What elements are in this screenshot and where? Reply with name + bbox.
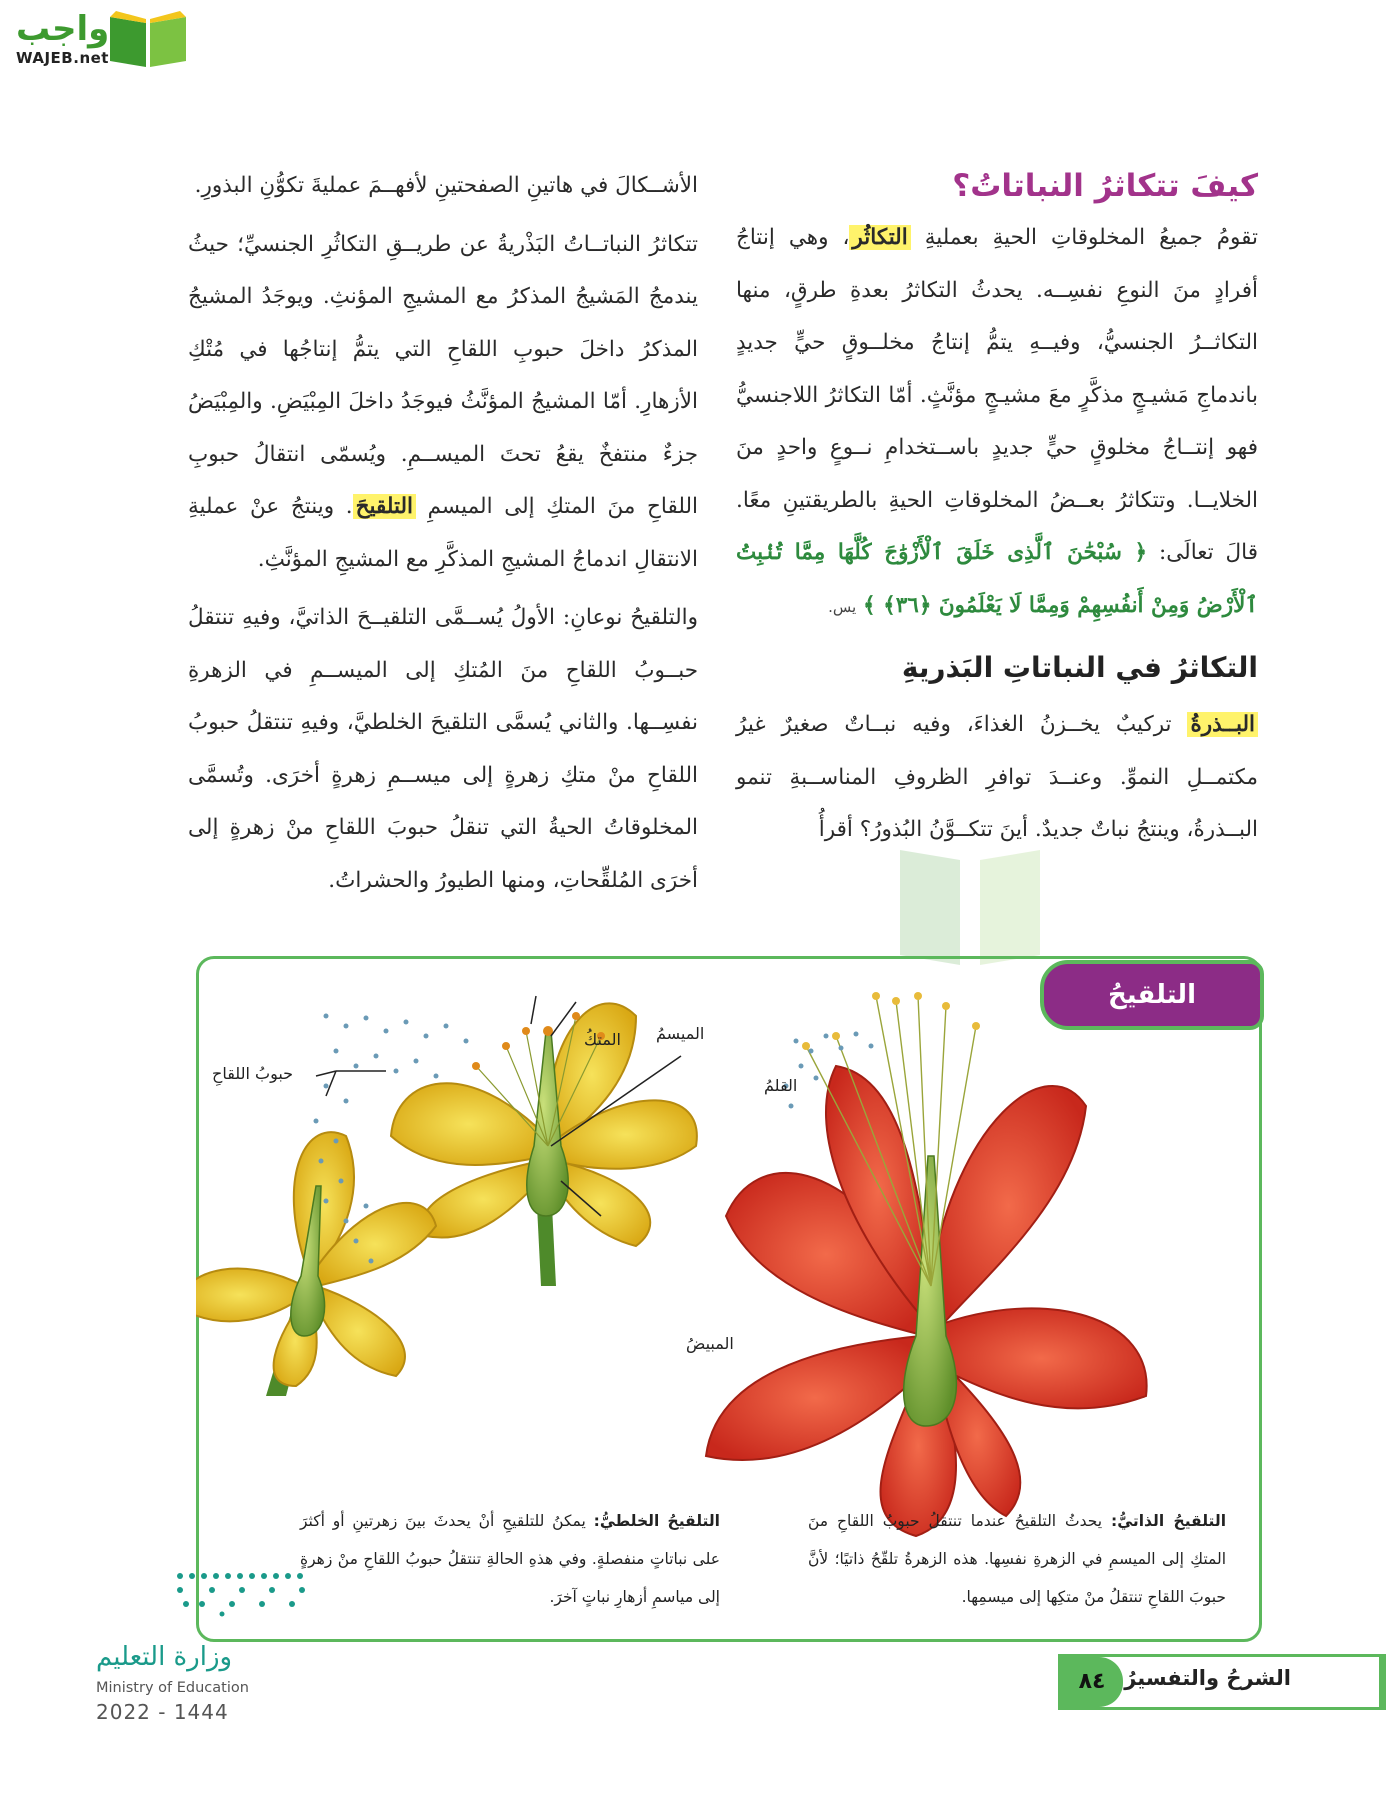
label-style: القلمُ (764, 1076, 798, 1095)
right-column (736, 160, 1258, 857)
logo-text: واجب (16, 9, 110, 49)
yellow-flower-middle (391, 1003, 697, 1286)
logo-subtext: WAJEB.net (16, 49, 109, 67)
section-label: الشرحُ والتفسيرُ (1124, 1666, 1291, 1690)
page-footer-bar (1058, 1654, 1386, 1710)
label-pollen: حبوبُ اللقاحِ (212, 1064, 294, 1083)
subsection-heading: التكاثرُ في النباتاتِ البَذريةِ (901, 651, 1258, 684)
left-paragraph-3: والتلقيحُ نوعانِ: الأولُ يُســمَّى التلقيــحَ الذاتيَّ، وفيهِ تنتقلُ حبــوبُ اللقاحِ منَ المُتكِ إلى الميســمِ في الزهرةِ نفسِــها. والثاني يُسمَّى التلقيحَ الخلطيَّ، وفيهِ تنتقلُ حبوبُ اللقاحِ منْ متكِ زهرةٍ إلى ميســمِ زهرةٍ أخرَى. وتُسمَّى المخلوقاتُ الحيةُ التي تنقلُ حبوبَ اللقاحِ منْ زهرةٍ إلى أخرَى المُلقِّحاتِ، ومنها الطيورُ والحشراتُ. (188, 605, 698, 893)
label-ovary: المبيضُ (686, 1334, 734, 1353)
left-paragraph-1: الأشــكالَ في هاتينِ الصفحتينِ لأفهــمَ عمليةَ تكوُّنِ البذورِ. (194, 173, 698, 198)
left-column (188, 160, 698, 907)
section-heading: كيفَ تتكاثرُ النباتاتُ؟ (952, 168, 1258, 204)
term-seed: البــذرةُ (1187, 712, 1258, 737)
left-paragraph-2: تتكاثرُ النباتــاتُ البَذْريةُ عن طريــقِ التكاثُرِ الجنسيِّ؛ حيثُ يندمجُ المَشيجُ المذكرُ مع المشيجِ المؤنثِ. ويوجَدُ المشيجُ المذكرُ داخلَ حبوبِ اللقاحِ التي يتمُّ إنتاجُها في مُتْكِ الأزهارِ. أمّا المشيجُ المؤنَّثُ فيوجَدُ داخلَ المِبْيَضِ. والمِبْيَضُ جزءٌ منتفخٌ يقعُ تحتَ الميســمِ. ويُسمّى انتقالُ حبوبِ اللقاحِ منَ المتكِ إلى الميسمِ التلقيحَ. وينتجُ عنْ عمليةِ الانتقالِ اندماجُ المشيجِ المذكَّرِ مع المشيجِ المؤنَّثِ. (188, 231, 698, 572)
label-stigma: الميسمُ (656, 1024, 705, 1043)
quran-verse: ﴿ سُبْحَٰنَ ٱلَّذِى خَلَقَ ٱلْأَزْوَٰجَ كُلَّهَا مِمَّا تُنۢبِتُ ٱلْأَرْضُ وَمِنْ أَنفُسِهِمْ وَمِمَّا لَا يَعْلَمُونَ ﴿٣٦﴾ ﴾ (736, 540, 1258, 618)
term-reproduction: التكاثُر (849, 225, 910, 250)
ministry-logo (96, 1640, 296, 1760)
ministry-name-en: Ministry of Education (96, 1680, 249, 1696)
sura-reference: يس. (828, 597, 857, 616)
ministry-dots-emblem (172, 1570, 332, 1620)
ministry-name-ar: وزارة التعليم (96, 1642, 233, 1672)
red-flower (706, 992, 1147, 1536)
figure-title: التلقيحُ (1040, 960, 1264, 1030)
page-number: ٨٤ (1061, 1657, 1123, 1707)
book-icon (106, 7, 190, 69)
yellow-flower-left (196, 1132, 436, 1396)
academic-year: 2022 - 1444 (96, 1700, 229, 1724)
caption-cross-pollination: التلقيحُ الخلطيُّ: يمكنُ للتلقيحِ أنْ يحدثَ بينَ زهرتينِ أو أكثرَ على نباتاتٍ منفصلةٍ. وفي هذهِ الحالةِ تنتقلُ حبوبُ اللقاحِ منْ زهرةٍ إلى مياسمِ أزهارِ نباتٍ آخرَ. (300, 1512, 720, 1606)
term-pollination: التلقيحَ (353, 494, 416, 519)
pollen-leader (316, 1071, 386, 1096)
caption-self-pollination: التلقيحُ الذاتيُّ: يحدثُ التلقيحُ عندما تنتقلُ حبوبُ اللقاحِ منَ المتكِ إلى الميسمِ في الزهرةِ نفسِها. هذه الزهرةُ تلقّحُ ذاتيًا؛ لأنَّ حبوبَ اللقاحِ تنتقلُ منْ متكِها إلى ميسمِها. (808, 1512, 1227, 1606)
label-anther: المتكُ (584, 1030, 621, 1049)
watermark-logo (600, 840, 1060, 970)
seed-paragraph: البــذرةُ تركيبٌ يخــزنُ الغذاءَ، وفيه نبــاتٌ صغيرٌ غيرُ مكتمــلِ النموِّ. وعنــدَ توافرِ الظروفِ المناســبةِ تنمو البــذرةُ، وينتجُ نباتٌ جديدٌ. أينَ تتكــوَّنُ البُذورُ؟ أقرأُ (736, 712, 1258, 842)
wajeb-logo[interactable] (10, 5, 190, 75)
reproduction-paragraph: تقومُ جميعُ المخلوقاتِ الحيةِ بعمليةِ التكاثُر، وهي إنتاجُ أفرادٍ منَ النوعِ نفسِــه. يحدثُ التكاثرُ بعدةِ طرقٍ، منها التكاثــرُ الجنسيُّ، وفيــهِ يتمُّ إنتاجُ مخلــوقٍ حيٍّ جديدٍ باندماجِ مَشيـجٍ مذكَّرٍ معَ مشيـجٍ مؤنَّثٍ. أمّا التكاثرُ اللاجنسيُّ فهو إنتــاجُ مخلوقٍ حيٍّ جديدٍ باســتخدامِ نــوعٍ واحدٍ منَ الخلايــا. وتتكاثرُ بعــضُ المخلوقاتِ الحيةِ بالطريقتينِ معًا. قالَ تعالَى: ﴿ سُبْحَٰنَ ٱلَّذِى خَلَقَ ٱلْأَزْوَٰجَ كُلَّهَا مِمَّا تُنۢبِتُ ٱلْأَرْضُ وَمِنْ أَنفُسِهِمْ وَمِمَّا لَا يَعْلَمُونَ ﴿٣٦﴾ ﴾ يس. (736, 225, 1259, 618)
